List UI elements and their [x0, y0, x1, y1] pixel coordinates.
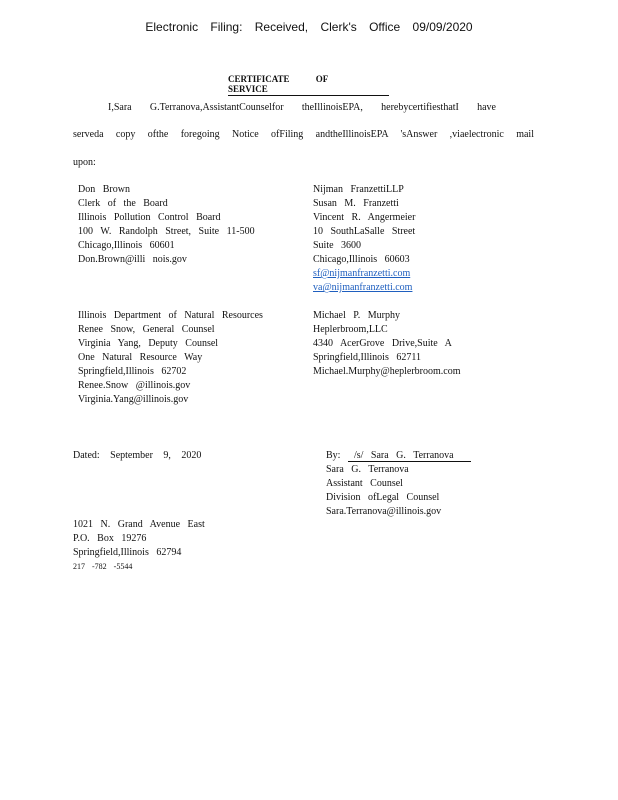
- filing-header: Electronic Filing: Received, Clerk's Office 09/09/2020: [145, 20, 473, 34]
- recipient-name: Vincent R. Angermeier: [313, 212, 416, 223]
- recipient-street: One Natural Resource Way: [78, 352, 203, 363]
- recipient-email: Virginia.Yang@illinois.gov: [78, 394, 189, 405]
- address-street: 1021 N. Grand Avenue East: [73, 519, 205, 530]
- recipient-name: Renee Snow, General Counsel: [78, 324, 215, 335]
- certification-line-1: I,Sara G.Terranova,AssistantCounselfor theIllinoisEPA, herebycertifiesthatI have: [108, 102, 496, 113]
- recipient-clerk-board: [78, 183, 255, 267]
- signer-name: Sara G. Terranova: [326, 464, 409, 475]
- certification-line-2: serveda copy ofthe foregoing Notice ofFiling andtheIllinoisEPA 'sAnswer ,viaelectronic mail: [73, 129, 534, 140]
- recipient-name: Virginia Yang, Deputy Counsel: [78, 338, 219, 349]
- recipient-idnr: [78, 309, 263, 407]
- recipient-organization: Illinois Pollution Control Board: [78, 212, 221, 223]
- address-po-box: P.O. Box 19276: [73, 533, 147, 544]
- signer-title: Assistant Counsel: [326, 478, 403, 489]
- recipient-city: Springfield,Illinois 62702: [78, 366, 187, 377]
- email-link-va[interactable]: va@nijmanfranzetti.com: [313, 282, 413, 293]
- signer-division: Division ofLegal Counsel: [326, 492, 440, 503]
- recipient-organization: Illinois Department of Natural Resources: [78, 310, 263, 321]
- dated-line: [73, 449, 201, 463]
- address-phone: 217 -782 -5544: [73, 562, 133, 571]
- recipient-city: Chicago,Illinois 60603: [313, 254, 410, 265]
- recipient-suite: Suite 3600: [313, 240, 362, 251]
- recipient-nijman-franzetti: [313, 183, 434, 295]
- recipient-name: Michael P. Murphy: [313, 310, 400, 321]
- recipient-email: Michael.Murphy@heplerbroom.com: [313, 366, 461, 377]
- signature-by-label: By:: [326, 450, 341, 461]
- recipient-email: Don.Brown@illi nois.gov: [78, 254, 187, 265]
- recipient-name: Susan M. Franzetti: [313, 198, 399, 209]
- recipient-firm: Heplerbroom,LLC: [313, 324, 388, 335]
- recipient-title: Clerk of the Board: [78, 198, 168, 209]
- recipient-name: Don Brown: [78, 184, 130, 195]
- recipient-firm: Nijman FranzettiLLP: [313, 184, 404, 195]
- certification-line-3: upon:: [73, 157, 96, 168]
- recipient-street: 4340 AcerGrove Drive,Suite A: [313, 338, 452, 349]
- recipient-heplerbroom: [313, 309, 461, 379]
- dated-text: Dated: September 9, 2020: [73, 450, 202, 461]
- signature-line: /s/ Sara G. Terranova: [348, 450, 471, 462]
- recipient-city: Springfield,Illinois 62711: [313, 352, 421, 363]
- email-link-sf[interactable]: sf@nijmanfranzetti.com: [313, 268, 411, 279]
- signature-block: [326, 449, 471, 519]
- signer-email: Sara.Terranova@illinois.gov: [326, 506, 442, 517]
- document-title: CERTIFICATE OF SERVICE: [228, 74, 389, 96]
- recipient-city: Chicago,Illinois 60601: [78, 240, 175, 251]
- recipient-email: Renee.Snow @illinois.gov: [78, 380, 191, 391]
- office-address: [73, 518, 205, 574]
- address-city: Springfield,Illinois 62794: [73, 547, 182, 558]
- recipient-street: 10 SouthLaSalle Street: [313, 226, 416, 237]
- recipient-street: 100 W. Randolph Street, Suite 11-500: [78, 226, 255, 237]
